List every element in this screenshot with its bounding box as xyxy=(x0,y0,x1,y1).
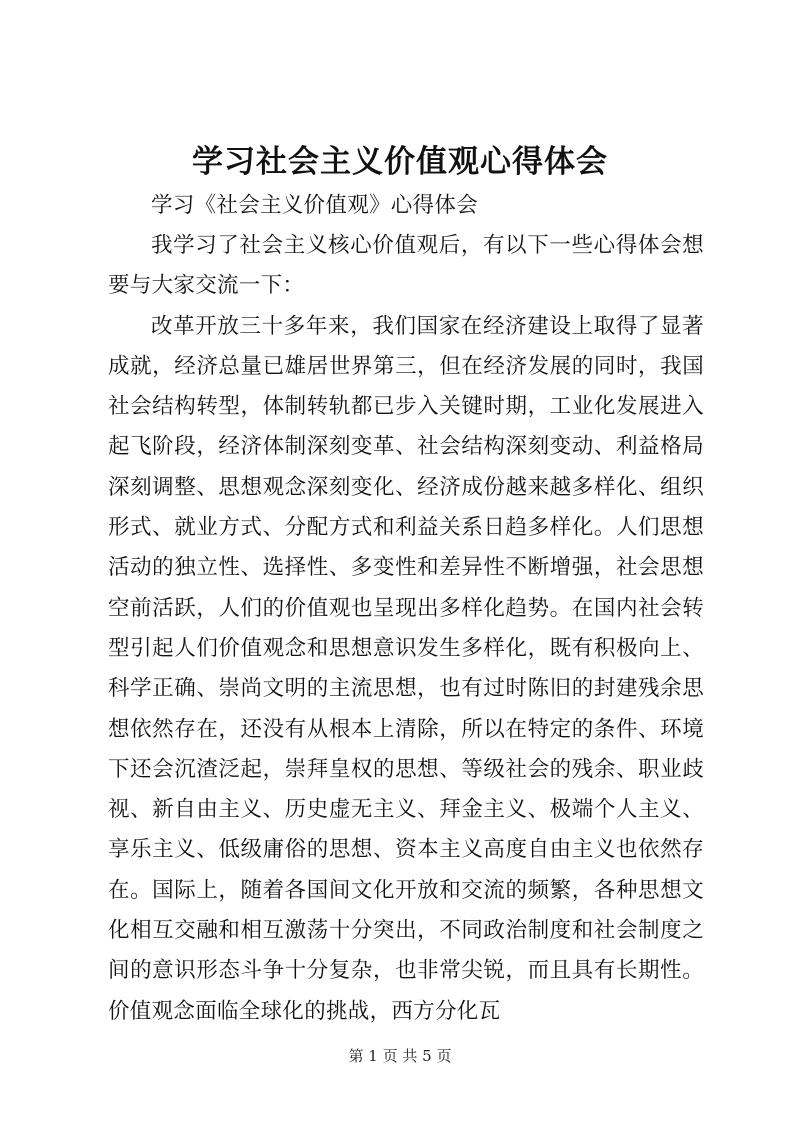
paragraph-main: 改革开放三十多年来，我们国家在经济建设上取得了显著成就，经济总量已雄居世界第三，但在经济发展的同时，我国社会结构转型，体制转轨都已步入关键时期，工业化发展进入起飞阶段，经济体制深刻变革、社会结构深刻变动、利益格局深刻调整、思想观念深刻变化、经济成份越来越多样化、组织形式、就业方式、分配方式和利益关系日趋多样化。人们思想活动的独立性、选择性、多变性和差异性不断增强，社会思想空前活跃，人们的价值观也呈现出多样化趋势。在国内社会转型引起人们价值观念和思想意识发生多样化，既有积极向上、科学正确、崇尚文明的主流思想，也有过时陈旧的封建残余思想依然存在，还没有从根本上清除，所以在特定的条件、环境下还会沉渣泛起，崇拜皇权的思想、等级社会的残余、职业歧视、新自由主义、历史虚无主义、拜金主义、极端个人主义、享乐主义、低级庸俗的思想、资本主义高度自由主义也依然存在。国际上，随着各国间文化开放和交流的频繁，各种思想文化相互交融和相互激荡十分突出，不同政治制度和社会制度之间的意识形态斗争十分复杂，也非常尖锐，而且具有长期性。价值观念面临全球化的挑战，西方分化瓦 xyxy=(108,313,704,1024)
document-body xyxy=(108,226,704,1032)
document-title: 学习社会主义价值观心得体会 xyxy=(192,144,608,180)
document-subtitle xyxy=(108,186,704,226)
paragraph-intro: 我学习了社会主义核心价值观后，有以下一些心得体会想要与大家交流一下： xyxy=(108,233,704,299)
page-number-footer: 第 1 页 共 5 页 xyxy=(348,1047,452,1065)
subtitle-text: 学习《社会主义价值观》心得体会 xyxy=(151,193,479,218)
